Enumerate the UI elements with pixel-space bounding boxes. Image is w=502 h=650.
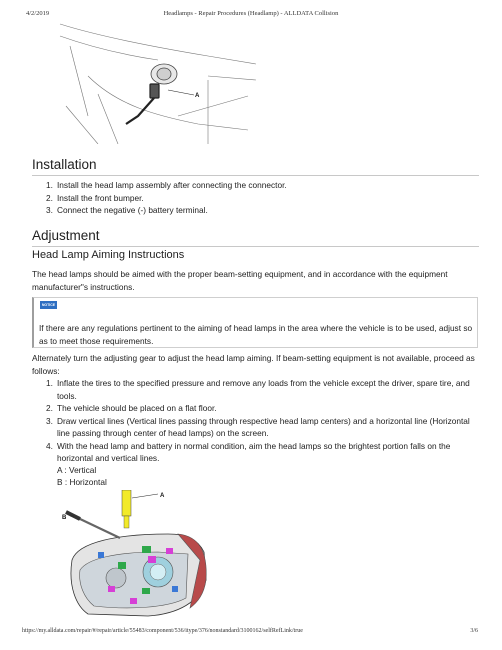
notice-box	[32, 297, 478, 348]
legend-vertical: A : Vertical	[57, 465, 97, 475]
installation-rule	[32, 175, 479, 176]
adjustment-rule	[32, 246, 479, 247]
print-date: 4/2/2019	[26, 10, 50, 17]
headlamp-connector-illustration	[58, 16, 258, 144]
callout-a-top: A	[195, 93, 200, 99]
notice-text: If there are any regulations pertinent to the aiming of head lamps in the area where the vehicle is to be used, adjust so as to meet those requirements.	[39, 323, 473, 346]
print-title: Headlamps - Repair Procedures (Headlamp) - ALLDATA Collision	[163, 10, 339, 17]
installation-steps	[46, 179, 476, 217]
installation-step: 1. Install the head lamp assembly after connecting the connector.	[46, 180, 287, 190]
headlamp-adjustment-illustration	[58, 490, 214, 622]
aiming-step: 1. Inflate the tires to the specified pressure and remove any loads from the vehicle except the driver, spare tire, and tools.	[46, 378, 470, 401]
notice-badge: NOTICE	[41, 303, 56, 307]
aiming-step: 3. Draw vertical lines (Vertical lines passing through respective head lamp centers) and a horizontal line (Horizontal line passing through center of head lamps) on the screen.	[46, 415, 470, 438]
aiming-steps	[46, 377, 476, 465]
print-footer	[0, 628, 502, 638]
installation-step: 2. Install the front bumper.	[46, 192, 144, 203]
aiming-intro: The head lamps should be aimed with the proper beam-setting equipment, and in accordance with the equipment manufacturer"s instructions.	[32, 269, 448, 292]
callout-b-bottom: B	[62, 515, 67, 521]
installation-step: 3. Connect the negative (-) battery terminal.	[46, 205, 208, 215]
aiming-step: 4. With the head lamp and battery in normal condition, aim the head lamps so the brightest portion falls on the horizontal and vertical lines.	[46, 440, 451, 463]
print-url: https://my.alldata.com/repair/#/repair/article/55483/component/536/itype/376/nonstandard/3100162/selfRefLink/true	[22, 628, 303, 634]
aiming-subheading: Head Lamp Aiming Instructions	[32, 249, 185, 261]
legend-horizontal: B : Horizontal	[57, 477, 107, 487]
callout-a-bottom: A	[160, 493, 165, 499]
aiming-para: Alternately turn the adjusting gear to adjust the head lamp aiming. If beam-setting equipment is not available, proceed as follows:	[32, 353, 475, 376]
page-number: 3/6	[470, 628, 478, 634]
aiming-step: 2. The vehicle should be placed on a flat floor.	[46, 403, 217, 413]
adjustment-heading: Adjustment	[32, 228, 100, 243]
installation-heading: Installation	[32, 157, 97, 172]
